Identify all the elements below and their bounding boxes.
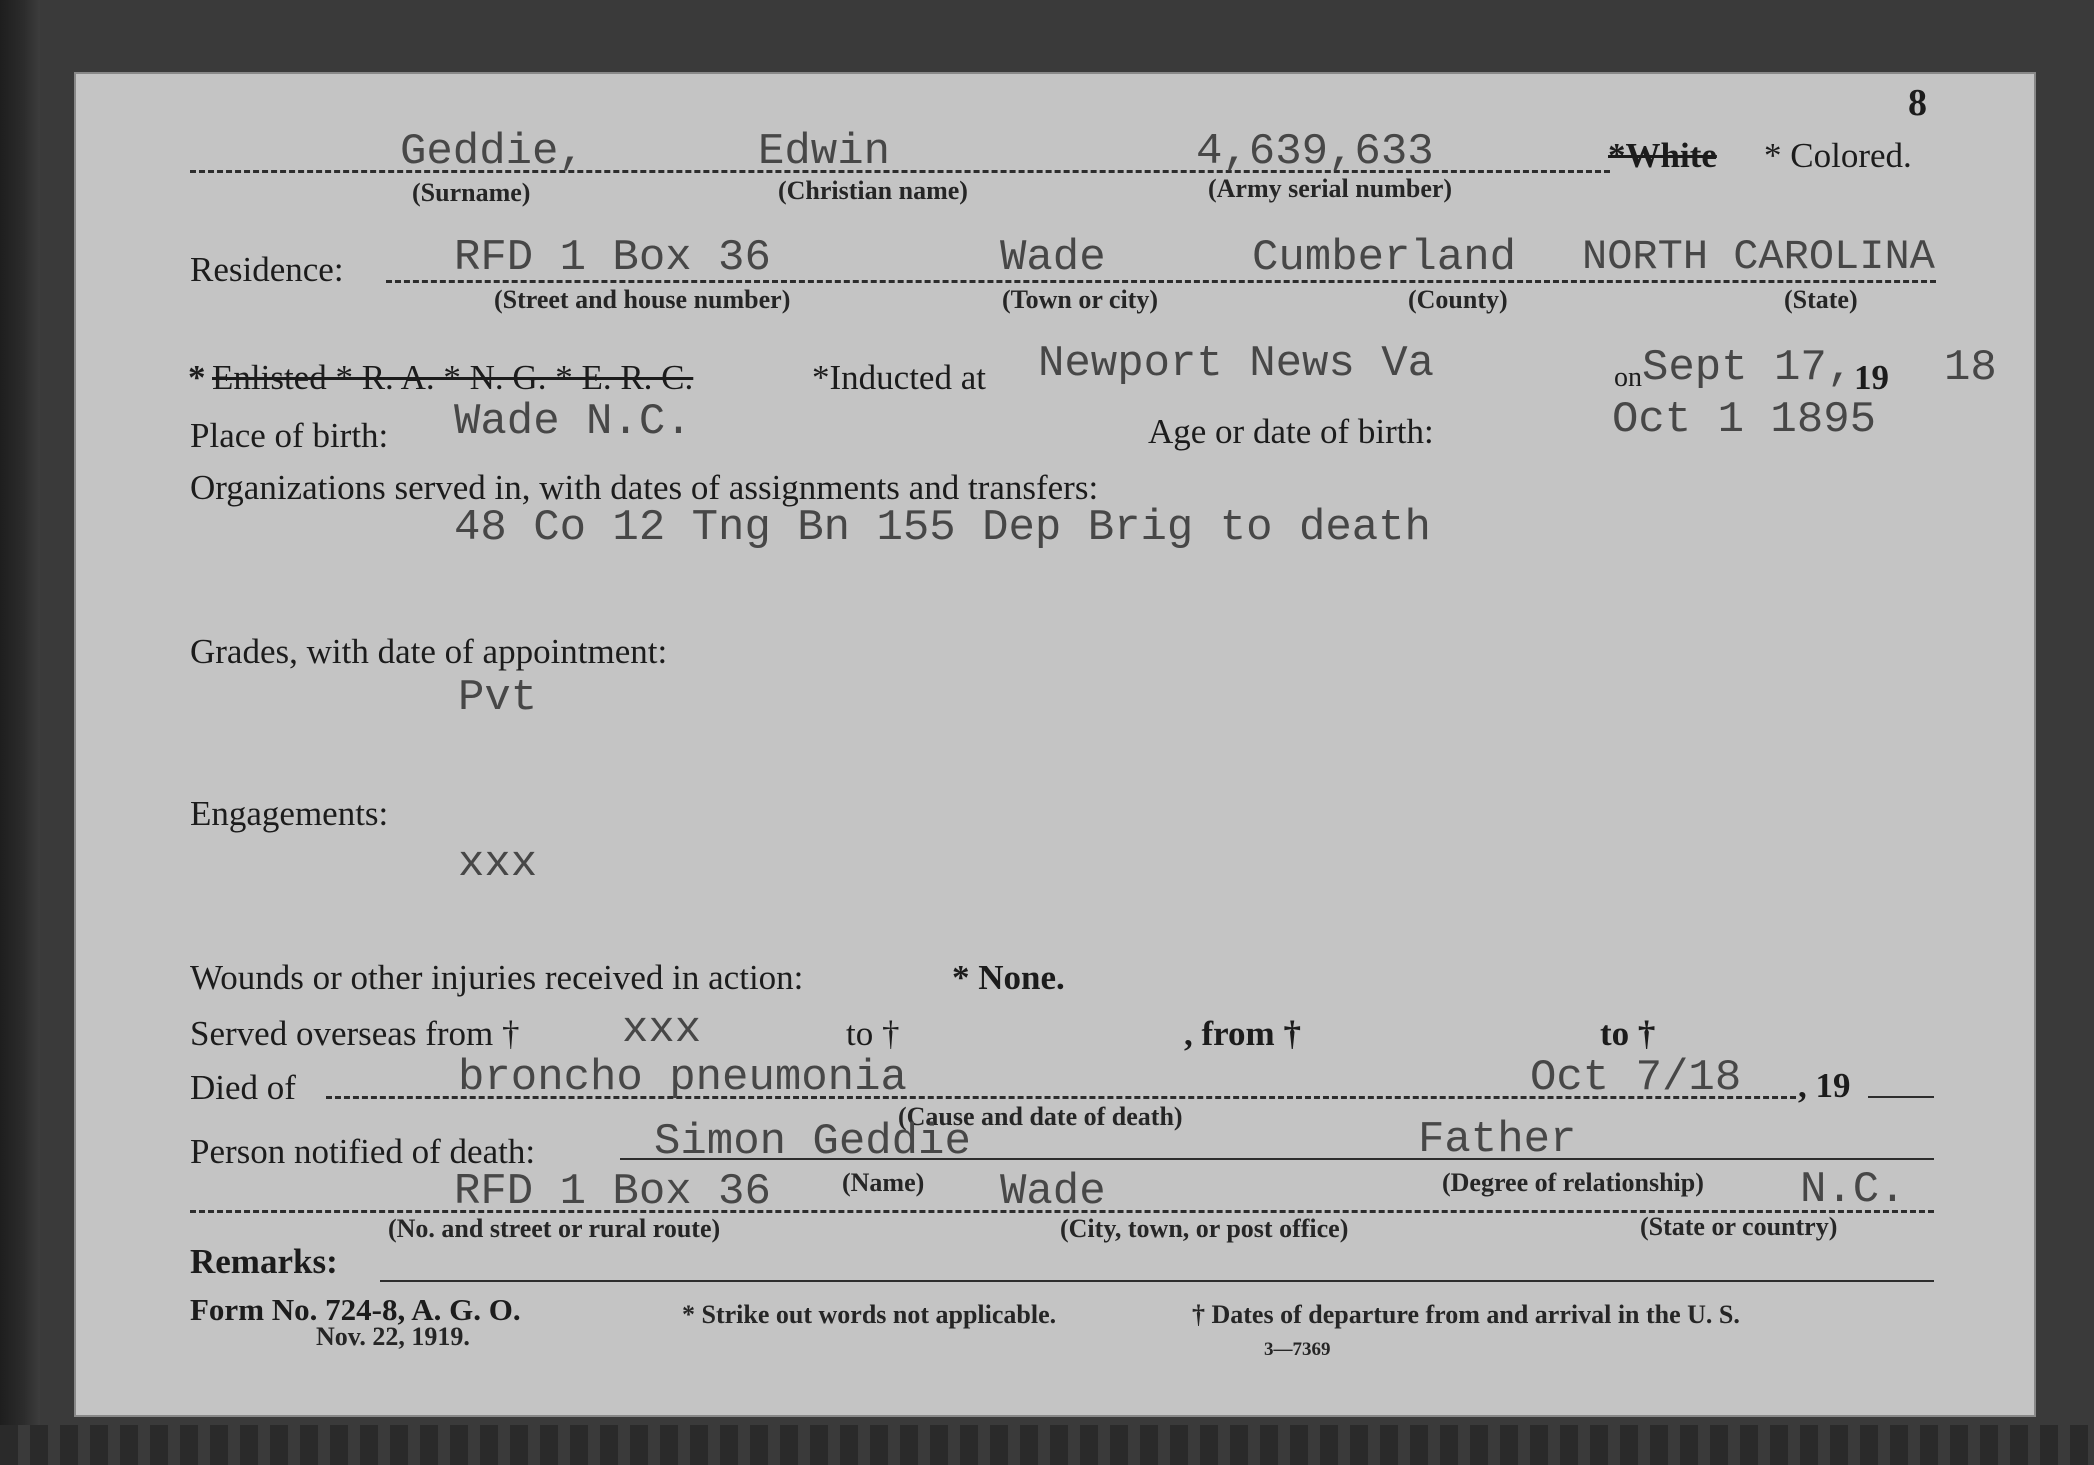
inducted-date-value: Sept 17, [1642, 343, 1854, 393]
age-label: Age or date of birth: [1148, 412, 1434, 451]
induction-asterisk: * [188, 358, 206, 397]
christian-name-caption: (Christian name) [778, 176, 968, 205]
cause-caption: (Cause and date of death) [898, 1102, 1183, 1131]
form-number: Form No. 724-8, A. G. O. [190, 1292, 521, 1327]
state-caption: (State) [1784, 285, 1858, 314]
surname-value: Geddie, [400, 127, 585, 177]
christian-name-value: Edwin [758, 127, 891, 177]
notified-label: Person notified of death: [190, 1132, 536, 1171]
overseas-label: Served overseas from † [190, 1014, 520, 1053]
inducted-on-label: on [1614, 362, 1642, 393]
grades-value: Pvt [458, 673, 538, 723]
place-of-birth-label: Place of birth: [190, 416, 389, 455]
residence-county-value: Cumberland [1252, 233, 1517, 283]
death-year-label: , 19 [1798, 1066, 1851, 1105]
street-caption: (Street and house number) [494, 285, 791, 314]
residence-state-value: NORTH CAROLINA [1582, 233, 1935, 281]
place-of-birth-value: Wade N.C. [454, 397, 692, 447]
remarks-line [380, 1280, 1934, 1282]
inducted-year-prefix: 19 [1854, 358, 1889, 397]
town-caption: (Town or city) [1002, 285, 1158, 314]
white-struck: *White [1608, 136, 1717, 175]
residence-label: Residence: [190, 250, 344, 289]
notified-name-value: Simon Geddie [654, 1117, 971, 1167]
inducted-year-value: 18 [1944, 343, 1997, 393]
organizations-value: 48 Co 12 Tng Bn 155 Dep Brig to death [454, 503, 1431, 553]
serial-number-caption: (Army serial number) [1208, 174, 1453, 203]
death-date-value: Oct 7/18 [1530, 1053, 1742, 1103]
organizations-label: Organizations served in, with dates of assignments and transfers: [190, 468, 1099, 507]
died-of-line-end [1868, 1096, 1934, 1098]
wounds-label: Wounds or other injuries received in action: [190, 958, 804, 997]
form-date: Nov. 22, 1919. [316, 1322, 470, 1351]
inducted-place-value: Newport News Va [1038, 339, 1435, 389]
cause-of-death-value: broncho pneumonia [458, 1053, 907, 1103]
surname-caption: (Surname) [412, 178, 531, 207]
enlisted-struck: Enlisted * R. A. * N. G. * E. R. C. [212, 358, 694, 397]
colored-label: * Colored. [1764, 136, 1912, 175]
overseas-from-value: xxx [622, 1005, 702, 1055]
overseas-to-label: to † [846, 1014, 900, 1053]
engagements-label: Engagements: [190, 794, 389, 833]
scan-border-left [0, 0, 40, 1465]
relationship-caption: (Degree of relationship) [1442, 1168, 1704, 1197]
serial-number-value: 4,639,633 [1196, 127, 1434, 177]
print-code: 3—7369 [1264, 1339, 1331, 1360]
died-of-label: Died of [190, 1068, 296, 1107]
county-caption: (County) [1408, 285, 1508, 314]
notified-street-value: RFD 1 Box 36 [454, 1167, 771, 1217]
scan-border-bottom [0, 1425, 2094, 1465]
city-caption: (City, town, or post office) [1060, 1214, 1349, 1243]
name-caption: (Name) [842, 1168, 925, 1197]
birth-date-value: Oct 1 1895 [1612, 395, 1877, 445]
strike-note: * Strike out words not applicable. [682, 1300, 1057, 1329]
card-number: 8 [1908, 82, 1927, 124]
residence-street-value: RFD 1 Box 36 [454, 233, 771, 283]
residence-town-value: Wade [1000, 233, 1106, 283]
notified-relationship-value: Father [1418, 1115, 1577, 1165]
overseas-from2-label: , from † [1184, 1014, 1301, 1053]
remarks-label: Remarks: [190, 1242, 338, 1281]
notified-city-value: Wade [1000, 1167, 1106, 1217]
inducted-label: *Inducted at [812, 358, 986, 397]
wounds-value: * None. [952, 958, 1065, 997]
overseas-to2-label: to † [1600, 1014, 1656, 1053]
engagements-value: xxx [458, 839, 538, 889]
state-country-caption: (State or country) [1640, 1212, 1838, 1241]
street-route-caption: (No. and street or rural route) [388, 1214, 721, 1243]
grades-label: Grades, with date of appointment: [190, 632, 668, 671]
dagger-note: † Dates of departure from and arrival in the U. S. [1192, 1300, 1740, 1329]
notified-state-value: N.C. [1800, 1165, 1906, 1215]
